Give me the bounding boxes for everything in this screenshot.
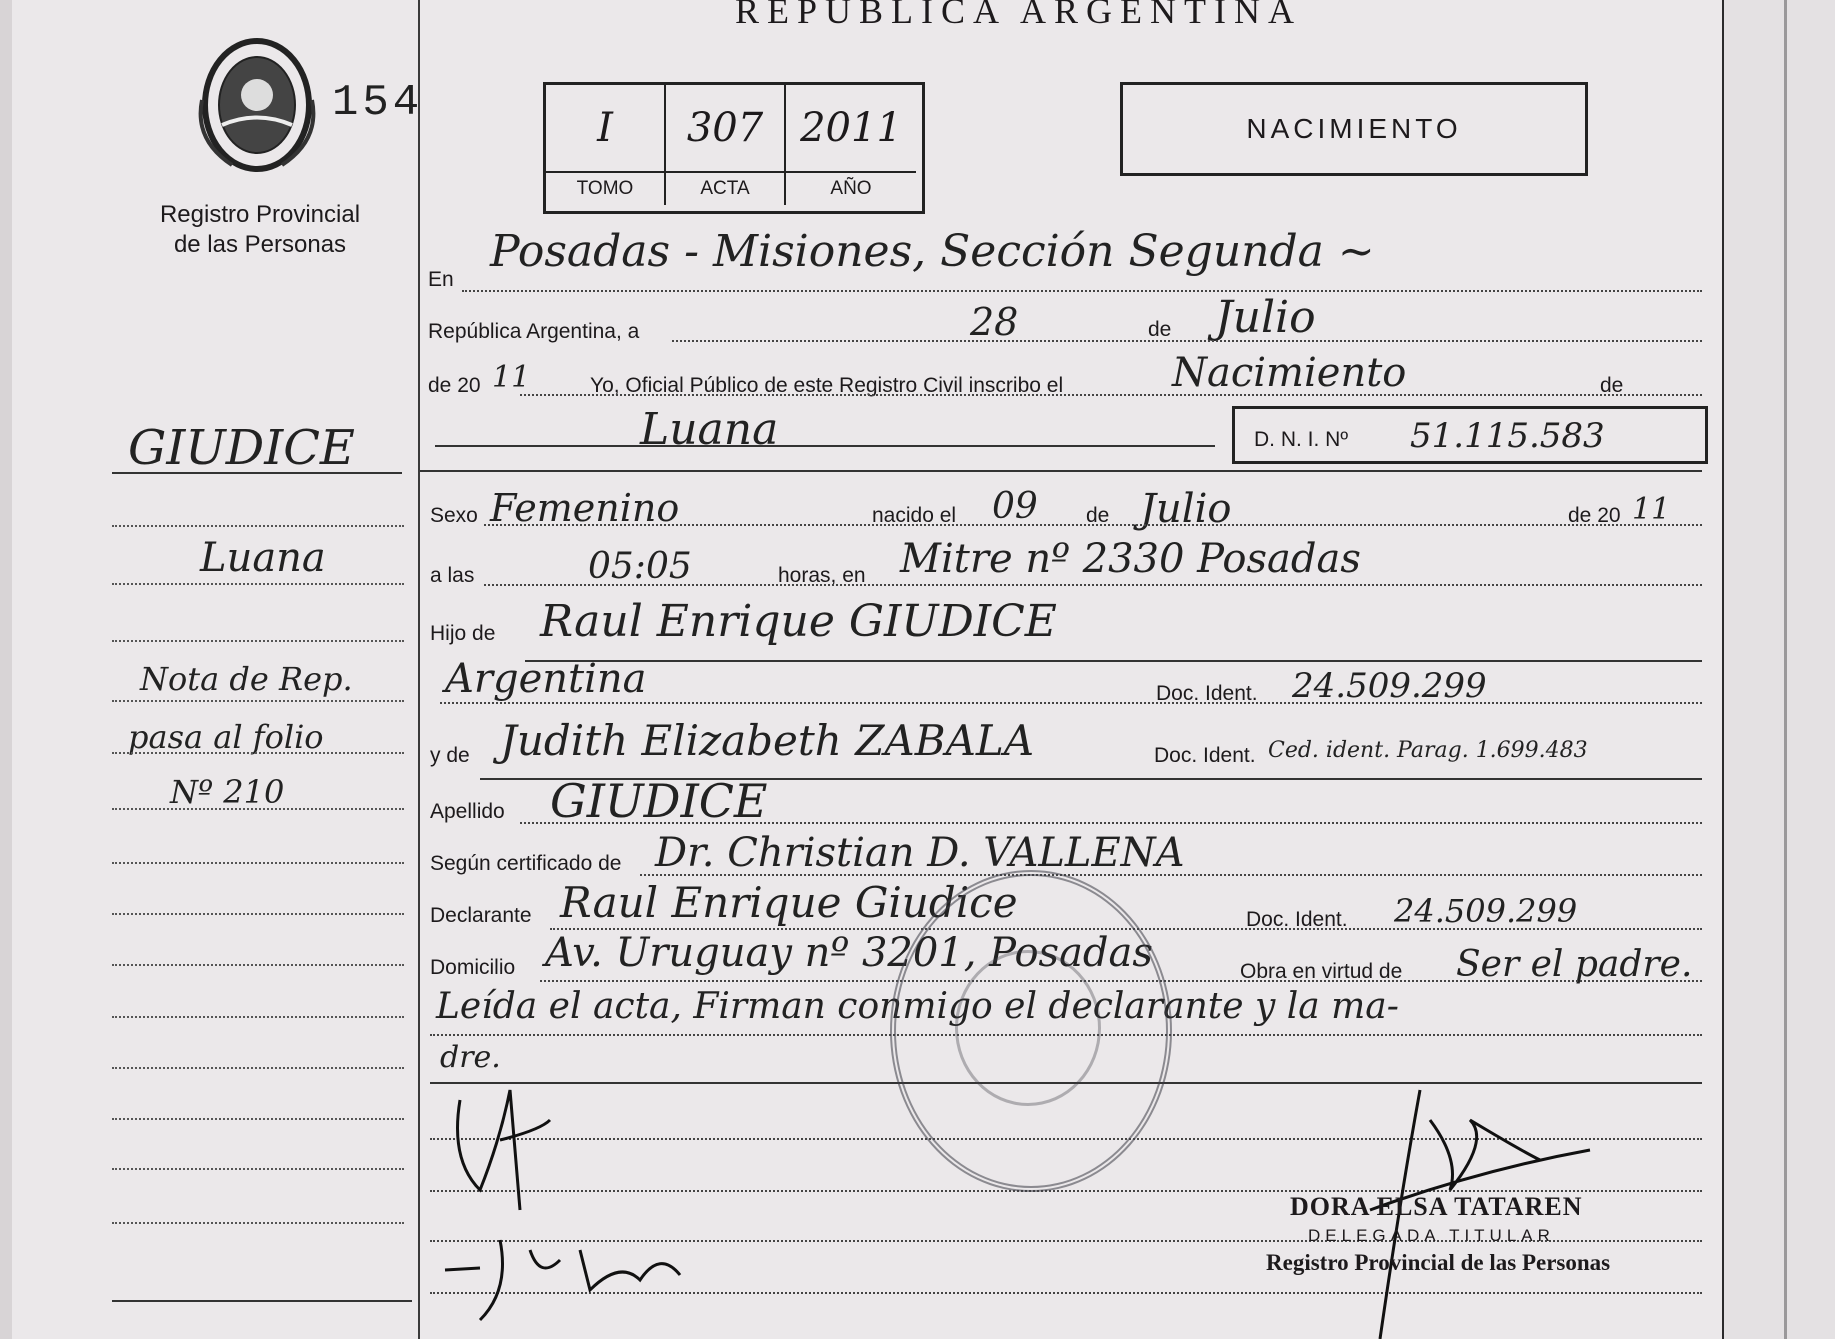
anio-label: AÑO <box>830 178 872 199</box>
father-doc: 24.509.299 <box>1292 666 1487 706</box>
birth-year-prefix: de 20 <box>1568 504 1621 527</box>
obra-label: Obra en virtud de <box>1240 960 1403 983</box>
year-suffix: 11 <box>492 360 531 395</box>
sexo-value: Femenino <box>490 486 680 530</box>
declarante-value: Raul Enrique Giudice <box>560 878 1018 927</box>
domicilio-value: Av. Uruguay nº 3201, Posadas <box>545 930 1153 976</box>
birth-year-suffix: 11 <box>1632 492 1671 527</box>
apellido-value: GIUDICE <box>550 774 768 828</box>
mother-doc: Ced. ident. Parag. 1.699.483 <box>1268 738 1588 763</box>
oficial-text: Yo, Oficial Público de este Registro Civil inscribo el <box>590 374 1064 397</box>
record-type-box: NACIMIENTO <box>1120 82 1588 176</box>
margin-divider <box>418 0 420 1339</box>
official-name: DORA ELSA TATAREN <box>1290 1192 1583 1221</box>
acta-label: ACTA <box>666 173 786 205</box>
father-nationality: Argentina <box>445 656 647 702</box>
doc-ident-label: Doc. Ident. <box>1156 682 1258 705</box>
birth-day: 09 <box>992 486 1038 527</box>
declarante-label: Declarante <box>430 904 532 927</box>
a-las-label: a las <box>430 564 475 587</box>
hijo-label: Hijo de <box>430 622 496 645</box>
tomo-label: TOMO <box>546 173 666 205</box>
y-de-label: y de <box>430 744 470 767</box>
de-label: de <box>1148 318 1172 341</box>
declarante-doc: 24.509.299 <box>1394 892 1578 930</box>
official-office: Registro Provincial de las Personas <box>1266 1250 1611 1275</box>
anio-value: 2011 <box>786 85 916 173</box>
father-name: Raul Enrique GIUDICE <box>540 596 1057 647</box>
birth-time: 05:05 <box>588 546 692 587</box>
margin-surname: GIUDICE <box>128 420 355 476</box>
apellido-label: Apellido <box>430 800 505 823</box>
dni-label: D. N. I. Nº <box>1254 428 1349 451</box>
mother-signature <box>440 1220 700 1330</box>
closing-line1: Leída el acta, Firman conmigo el declarante y la ma- <box>436 986 1399 1027</box>
adjacent-page-edge <box>1722 0 1835 1339</box>
margin-given-name: Luana <box>200 535 326 581</box>
declarant-signature <box>440 1080 580 1230</box>
stamp-inner-ring <box>955 950 1101 1106</box>
doc-ident-label-3: Doc. Ident. <box>1246 908 1348 931</box>
mother-name: Judith Elizabeth ZABALA <box>500 716 1035 765</box>
de-label-2: de <box>1600 374 1624 397</box>
year-prefix: de 20 <box>428 374 481 397</box>
sexo-label: Sexo <box>430 504 478 527</box>
margin-note-line1: Nota de Rep. <box>140 660 353 698</box>
record-number-table <box>543 82 925 214</box>
horas-label: horas, en <box>778 564 866 587</box>
country-title: REPUBLICA ARGENTINA <box>735 0 1303 31</box>
official-title: DELEGADA TITULAR <box>1308 1226 1555 1245</box>
name-value: Luana <box>640 404 779 455</box>
domicilio-label: Domicilio <box>430 956 516 979</box>
tomo-value: I <box>546 85 666 173</box>
act-type: Nacimiento <box>1172 350 1407 396</box>
obra-value: Ser el padre. <box>1456 944 1693 985</box>
dni-value: 51.115.583 <box>1410 416 1605 456</box>
margin-note-line3: Nº 210 <box>170 773 285 811</box>
acta-value: 307 <box>666 85 786 173</box>
provincial-seal-icon <box>192 30 322 180</box>
en-label: En <box>428 268 454 291</box>
certificado-label: Según certificado de <box>430 852 622 875</box>
certificado-value: Dr. Christian D. VALLENA <box>655 830 1185 876</box>
folio-number: 154 <box>332 78 424 128</box>
month-value: Julio <box>1215 292 1316 343</box>
day-value: 28 <box>970 300 1019 344</box>
en-value: Posadas - Misiones, Sección Segunda ~ <box>490 226 1375 277</box>
de-label-3: de <box>1086 504 1110 527</box>
nacido-label: nacido el <box>872 504 957 527</box>
birth-place: Mitre nº 2330 Posadas <box>900 536 1361 582</box>
margin-note-line2: pasa al folio <box>128 718 324 756</box>
republica-label: República Argentina, a <box>428 320 640 343</box>
birth-month: Julio <box>1140 486 1232 532</box>
registry-name: Registro Provincial de las Personas <box>159 201 361 258</box>
closing-line2: dre. <box>440 1040 501 1075</box>
doc-ident-label-2: Doc. Ident. <box>1154 744 1256 767</box>
